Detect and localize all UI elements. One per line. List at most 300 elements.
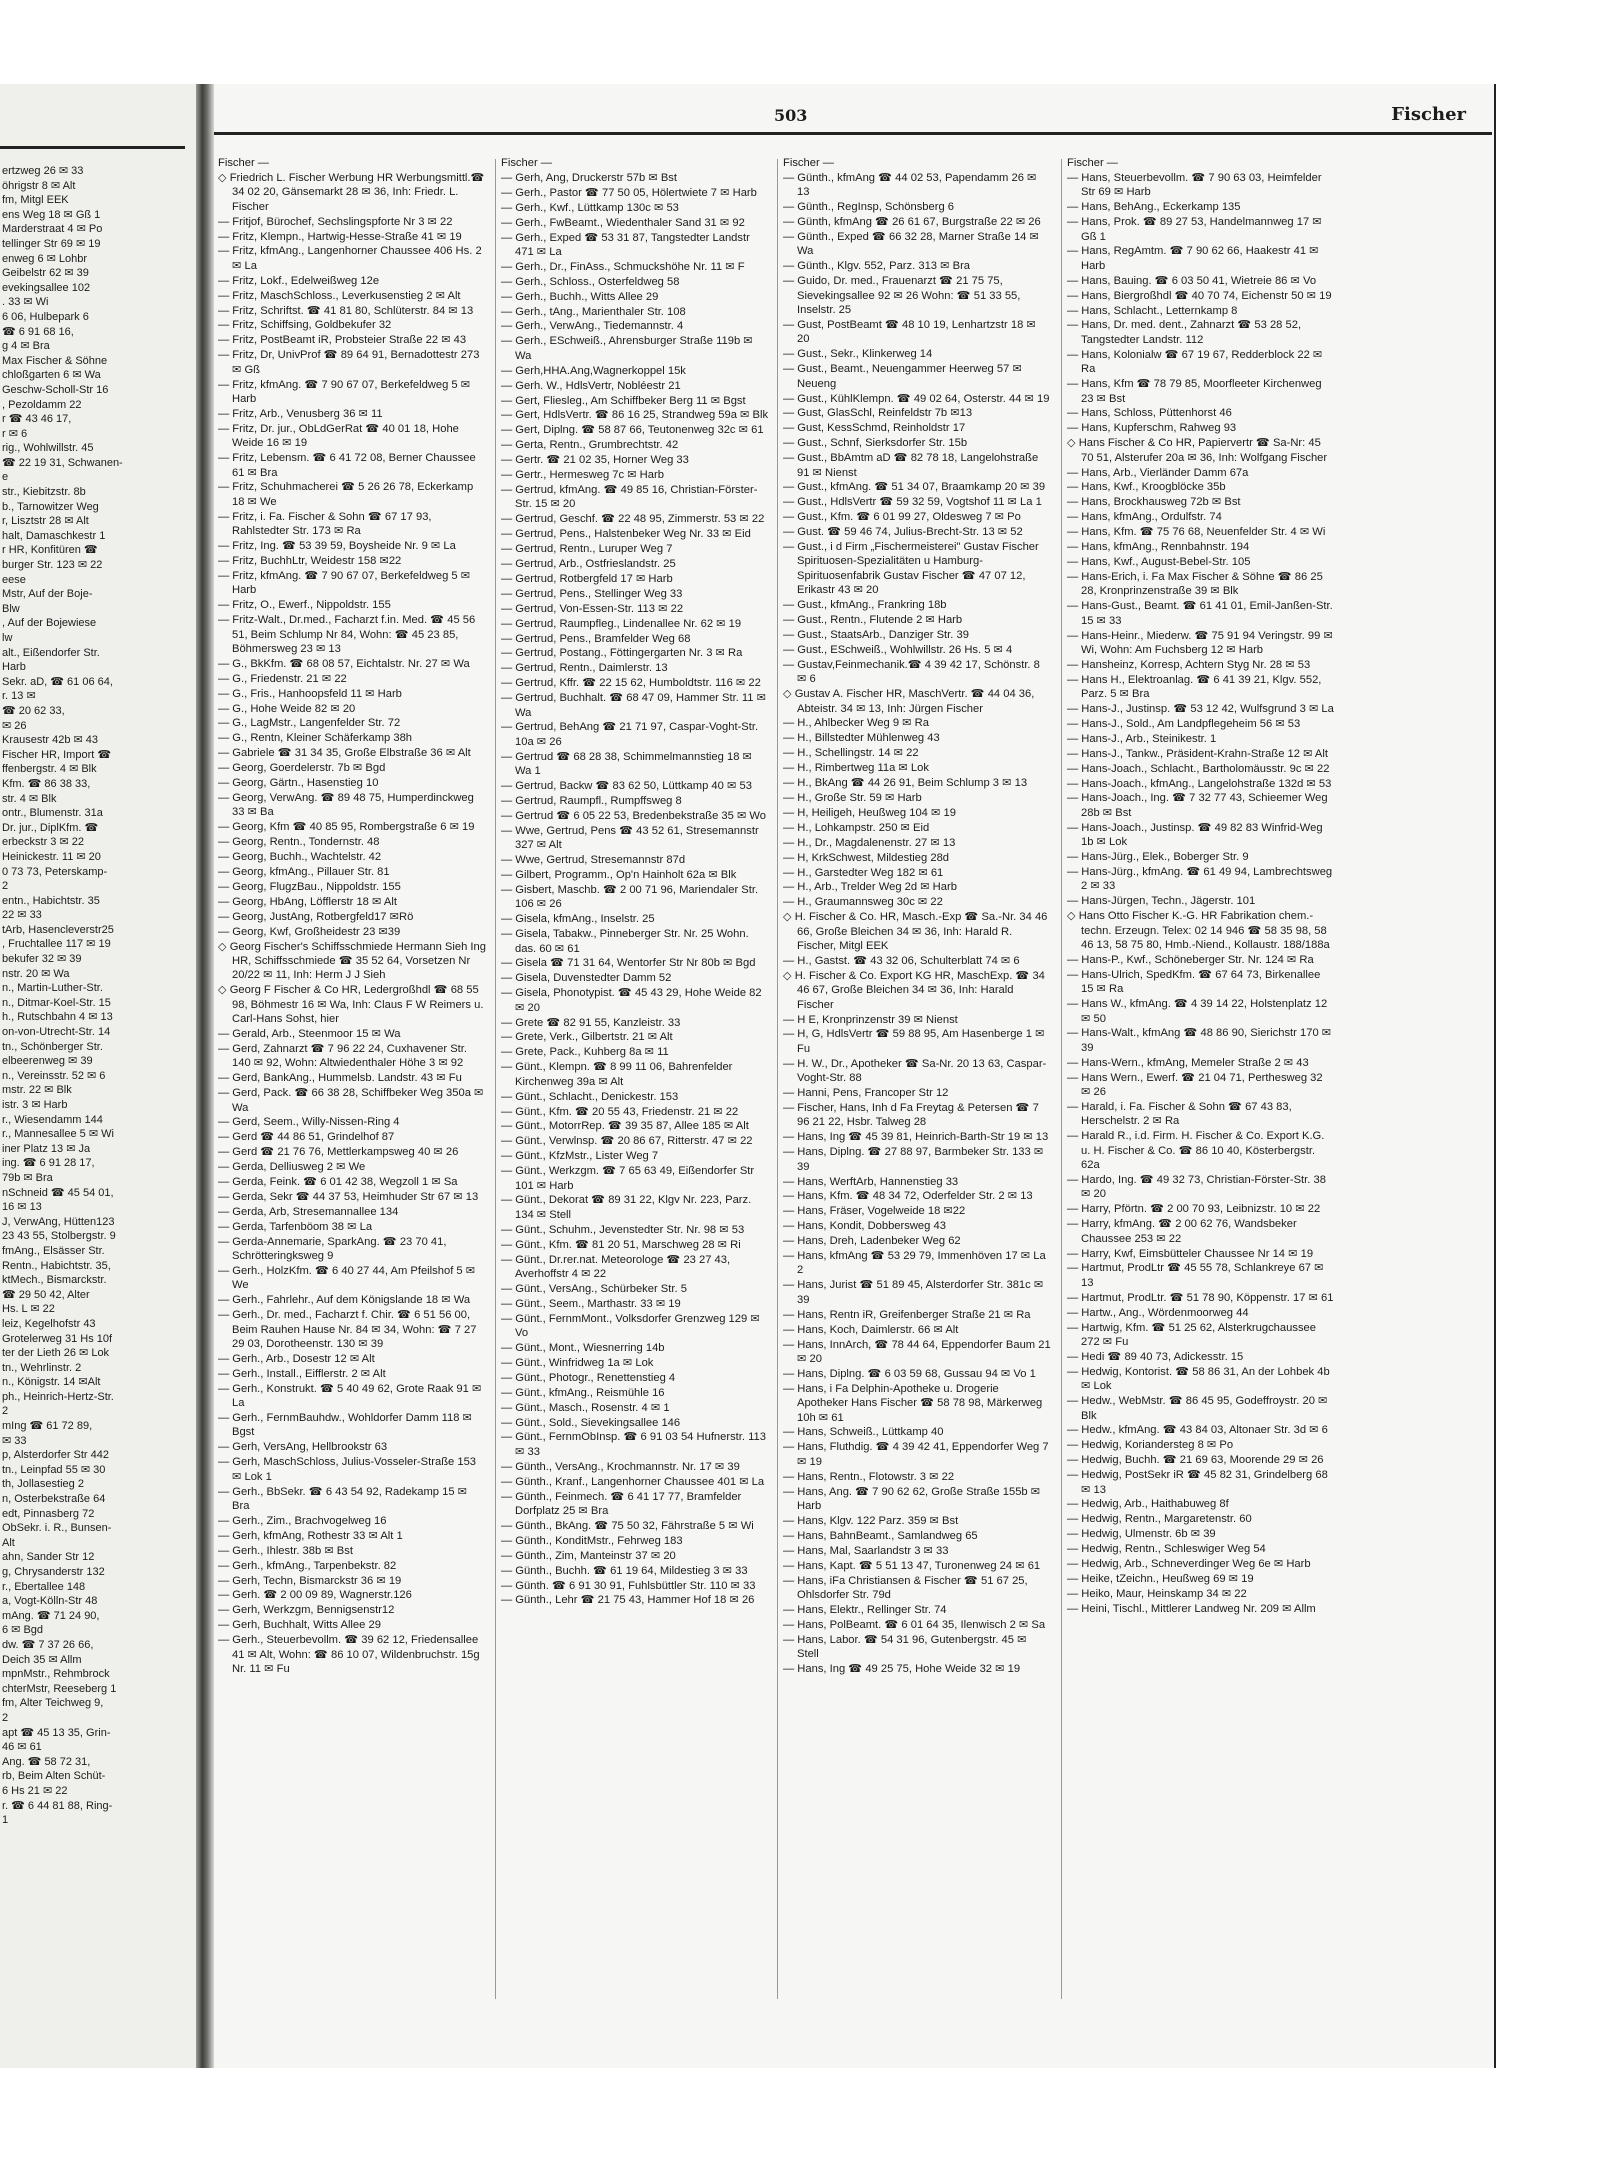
left-fragment-line: fmAng., Elsässer Str.: [2, 1244, 105, 1257]
directory-entry: — Grete ☎ 82 91 55, Kanzleistr. 33: [501, 1016, 681, 1029]
directory-entry: — Harald, i. Fa. Fischer & Sohn ☎ 67 43 83, Herschelstr. 2 ✉ Ra: [1067, 1101, 1292, 1128]
directory-entry: — H, Heiligeh, Heußweg 104 ✉ 19: [783, 806, 956, 819]
left-fragment-line: r HR, Konfitüren ☎: [2, 544, 98, 557]
left-fragment-line: tn., Schönberger Str.: [2, 1040, 103, 1053]
left-fragment-line: Marderstraat 4 ✉ Po: [2, 223, 103, 236]
directory-entry: — Fritz, Schriftst. ☎ 41 81 80, Schlüterstr. 84 ✉ 13: [218, 304, 474, 317]
left-fragment-line: chterMstr, Reeseberg 1: [2, 1682, 117, 1695]
directory-entry: — Günt., Kfm. ☎ 20 55 43, Friedenstr. 21 ✉ 22: [501, 1105, 739, 1118]
directory-entry: — Gust, KessSchmd, Reinholdstr 17: [783, 422, 966, 435]
directory-entry: — Hans, Dr. med. dent., Zahnarzt ☎ 53 28 52, Tangstedter Landstr. 112: [1067, 319, 1302, 346]
column-divider: [495, 159, 496, 1999]
directory-entry: — Wwe, Gertrud, Pens ☎ 43 52 61, Stresemannstr 327 ✉ Alt: [501, 824, 759, 852]
left-fragment-line: Harb: [2, 661, 26, 674]
directory-entry: — Gertrud, BehAng ☎ 21 71 97, Caspar-Voght-Str. 10a ✉ 26: [501, 721, 759, 748]
directory-entry: — Hans, iFa Christiansen & Fischer ☎ 51 67 25, Ohlsdorfer Str. 79d: [783, 1574, 1028, 1601]
book-gutter: [196, 84, 214, 2068]
left-fragment-line: rb, Beim Alten Schüt-: [2, 1770, 106, 1783]
directory-entry: — Hans, Rentn iR, Greifenberger Straße 21 ✉ Ra: [783, 1308, 1031, 1321]
directory-entry: — Hans-Erich, i. Fa Max Fischer & Söhne ☎ 86 25 28, Kronprinzenstraße 39 ✉ Blk: [1067, 570, 1323, 598]
directory-entry: — Gertrud, Backw ☎ 83 62 50, Lüttkamp 40 ✉ 53: [501, 780, 752, 793]
directory-entry: — Gilbert, Programm., Op'n Hainholt 62a ✉ Blk: [501, 869, 737, 881]
directory-entry: — Grete, Pack., Kuhberg 8a ✉ 11: [501, 1046, 669, 1059]
directory-entry: — Hans-J., Tankw., Präsident-Krahn-Straße 12 ✉ Alt: [1067, 747, 1328, 760]
directory-entry: — Gertrud, Buchhalt. ☎ 68 47 09, Hammer Str. 11 ✉ Wa: [501, 692, 766, 719]
directory-entry: — Harry, Pförtn. ☎ 2 00 70 93, Leibnizstr. 10 ✉ 22: [1067, 1203, 1321, 1216]
left-fragment-line: ☎ 6 91 68 16,: [2, 325, 74, 338]
directory-entry: — Günt., Masch., Rosenstr. 4 ✉ 1: [501, 1401, 670, 1414]
directory-entry: — H., Große Str. 59 ✉ Harb: [783, 791, 922, 804]
directory-entry: — Gerh., ESchweiß., Ahrensburger Straße 119b ✉ Wa: [501, 335, 753, 362]
left-fragment-line: dw. ☎ 7 37 26 66,: [2, 1638, 94, 1651]
directory-entry: — Fritz, kfmAng. ☎ 7 90 67 07, Berkefeldweg 5 ✉ Harb: [218, 569, 471, 597]
directory-entry: — Gust., ESchweiß., Wohlwillstr. 26 Hs. 5 ✉ 4: [783, 643, 1013, 656]
directory-entry: — Gerda-Annemarie, SparkAng. ☎ 23 70 41, Schrötteringksweg 9: [218, 1235, 447, 1263]
directory-entry: — Gertrud ☎ 6 05 22 53, Bredenbekstraße 35 ✉ Wo: [501, 809, 767, 822]
directory-entry: — Gertrud, Geschf. ☎ 22 48 95, Zimmerstr. 53 ✉ 22: [501, 513, 765, 526]
directory-entry: — Hans, Koch, Daimlerstr. 66 ✉ Alt: [783, 1323, 959, 1336]
directory-entry: — Hans, Kupferschm, Rahweg 93: [1067, 422, 1237, 435]
directory-entry: — Georg, Goerdelerstr. 7b ✉ Bgd: [218, 762, 386, 775]
directory-entry: ◇ Gustav A. Fischer HR, MaschVertr. ☎ 44 04 36, Abteistr. 34 ✉ 13, Inh: Jürgen Fischer: [783, 688, 1035, 715]
directory-entry: — Fischer, Hans, Inh d Fa Freytag & Petersen ☎ 7 96 21 22, Hsbr. Talweg 28: [783, 1102, 1039, 1129]
left-fragment-line: J, VerwAng, Hütten123: [2, 1215, 115, 1228]
directory-entry: — Gertrud, Rotbergfeld 17 ✉ Harb: [501, 572, 673, 585]
left-page-text: [2, 164, 194, 1828]
column-head: Fischer —: [1067, 157, 1118, 169]
left-fragment-line: r ☎ 43 46 17,: [2, 413, 72, 426]
directory-entry: — G., BkKfm. ☎ 68 08 57, Eichtalstr. Nr. 27 ✉ Wa: [218, 657, 470, 670]
directory-entry: — Hans, Schlacht., Letternkamp 8: [1067, 304, 1238, 317]
directory-entry: — Hans W., kfmAng. ☎ 4 39 14 22, Holstenplatz 12 ✉ 50: [1067, 998, 1328, 1025]
directory-entry: — Gertrud, Von-Essen-Str. 113 ✉ 22: [501, 602, 684, 615]
left-fragment-line: , Auf der Bojewiese: [2, 617, 97, 630]
directory-entry: — Günt., FernmObInsp. ☎ 6 91 03 54 Hufnerstr. 113 ✉ 33: [501, 1431, 766, 1458]
directory-entry: — Hans H., Elektroanlag. ☎ 6 41 39 21, Klgv. 552, Parz. 5 ✉ Bra: [1067, 673, 1322, 701]
directory-entry: — Gertrud, kfmAng. ☎ 49 85 16, Christian-Förster-Str. 15 ✉ 20: [501, 483, 758, 511]
directory-entry: — Günt., Kfm. ☎ 81 20 51, Marschweg 28 ✉ Ri: [501, 1238, 741, 1251]
directory-entry: — Hedi ☎ 89 40 73, Adickesstr. 15: [1067, 1350, 1244, 1363]
directory-entry: — Hans-J., Arb., Steinikestr. 1: [1067, 732, 1217, 745]
left-page-fragment: [0, 84, 196, 2068]
directory-entry: — Gerh., Kwf., Lüttkamp 130c ✉ 53: [501, 201, 679, 214]
left-fragment-line: Hs. L ✉ 22: [2, 1303, 55, 1316]
directory-entry: — Georg, Gärtn., Hasenstieg 10: [218, 777, 379, 790]
directory-column-4: [1067, 156, 1335, 2006]
left-fragment-line: Blw: [2, 602, 20, 615]
directory-entry: — Gerh., Install., Eifflerstr. 2 ✉ Alt: [218, 1367, 386, 1380]
directory-entry: — Fritz, BuchhLtr, Weidestr 158 ✉22: [218, 554, 402, 567]
directory-entry: — Gust., Sekr., Klinkerweg 14: [783, 348, 933, 361]
directory-entry: — H., Schellingstr. 14 ✉ 22: [783, 747, 919, 760]
directory-entry: — Günth., Exped ☎ 66 32 28, Marner Straße 14 ✉ Wa: [783, 231, 1039, 258]
directory-entry: — Hans, Mal, Saarlandstr 3 ✉ 33: [783, 1544, 949, 1557]
directory-entry: — Gerd, BankAng., Hummelsb. Landstr. 43 ✉ Fu: [218, 1072, 462, 1085]
directory-entry: — Gerd, Seem., Willy-Nissen-Ring 4: [218, 1116, 400, 1129]
left-fragment-line: chloßgarten 6 ✉ Wa: [2, 369, 101, 382]
column-head: Fischer —: [501, 157, 552, 169]
directory-entry: — Hans-Joach., Justinsp. ☎ 49 82 83 Winfrid-Weg 1b ✉ Lok: [1067, 821, 1323, 849]
directory-entry: — Hans, Labor. ☎ 54 31 96, Gutenbergstr. 45 ✉ Stell: [783, 1633, 1027, 1661]
directory-entry: — H., Ahlbecker Weg 9 ✉ Ra: [783, 717, 929, 730]
directory-entry: — Gerh,HHA.Ang,Wagnerkoppel 15k: [501, 364, 686, 377]
directory-entry: — Georg, Kfm ☎ 40 85 95, Rombergstraße 6 ✉ 19: [218, 821, 475, 834]
directory-entry: — Georg, FlugzBau., Nippoldstr. 155: [218, 880, 401, 893]
directory-entry: — Gerh, VersAng, Hellbrookstr 63: [218, 1441, 388, 1454]
directory-entry: — Hans Wern., Ewerf. ☎ 21 04 71, Perthesweg 32 ✉ 26: [1067, 1071, 1323, 1099]
left-page-header-rule: [0, 146, 185, 149]
directory-entry: — Hans, Biergroßhdl ☎ 40 70 74, Eichenstr 50 ✉ 19: [1067, 289, 1332, 302]
directory-entry: — Günt., Dr.rer.nat. Meteorologe ☎ 23 27 43, Averhoffstr 4 ✉ 22: [501, 1253, 731, 1280]
left-fragment-line: r. 13 ✉: [2, 690, 36, 703]
directory-entry: — Fritjof, Bürochef, Sechslingspforte Nr 3 ✉ 22: [218, 215, 453, 228]
directory-entry: — Hans, Kwf., August-Bebel-Str. 105: [1067, 555, 1251, 568]
left-fragment-line: eese: [2, 573, 26, 586]
left-fragment-line: leiz, Kegelhofstr 43: [2, 1317, 96, 1330]
directory-entry: — Gertrud ☎ 68 28 38, Schimmelmannstieg 18 ✉ Wa 1: [501, 750, 752, 778]
directory-entry: — Gertrud, Arb., Ostfrieslandstr. 25: [501, 557, 676, 570]
directory-entry: — Fritz, kfmAng., Langenhorner Chaussee 406 Hs. 2 ✉ La: [218, 245, 482, 272]
directory-entry: — Gerd ☎ 44 86 51, Grindelhof 87: [218, 1131, 395, 1144]
directory-entry: — Hans, Fluthdig. ☎ 4 39 42 41, Eppendorfer Weg 7 ✉ 19: [783, 1441, 1049, 1468]
left-fragment-line: öhrigstr 8 ✉ Alt: [2, 179, 76, 192]
directory-entry: — Fritz, Ing. ☎ 53 39 59, Boysheide Nr. 9 ✉ La: [218, 540, 456, 553]
left-fragment-line: th, Jollasestieg 2: [2, 1478, 84, 1491]
left-fragment-line: ffenbergstr. 4 ✉ Blk: [2, 763, 97, 776]
directory-entry: — Hans-Gust., Beamt. ☎ 61 41 01, Emil-Janßen-Str. 15 ✉ 33: [1067, 600, 1333, 627]
directory-entry: — Hedwig, Rentn., Margaretenstr. 60: [1067, 1513, 1252, 1526]
directory-entry: — Günth., RegInsp, Schönsberg 6: [783, 201, 955, 214]
directory-entry: — Gerh., Buchh., Witts Allee 29: [501, 290, 659, 303]
left-fragment-line: erbeckstr 3 ✉ 22: [2, 836, 84, 849]
directory-entry: — G., Fris., Hanhoopsfeld 11 ✉ Harb: [218, 687, 402, 700]
directory-entry: — Hedwig, Ulmenstr. 6b ✉ 39: [1067, 1528, 1216, 1541]
directory-entry: — Gerda, Tarfenböom 38 ✉ La: [218, 1220, 373, 1233]
directory-entry: — Hans, Kolonialw ☎ 67 19 67, Redderblock 22 ✉ Ra: [1067, 348, 1323, 376]
directory-entry: — Gisela, Duvenstedter Damm 52: [501, 972, 672, 985]
directory-entry: — Hedwig, Kontorist. ☎ 58 86 31, An der Lohbek 4b ✉ Lok: [1067, 1365, 1330, 1393]
directory-entry: — Georg, JustAng, Rotbergfeld17 ✉Rö: [218, 910, 414, 923]
left-fragment-line: iner Platz 13 ✉ Ja: [2, 1142, 91, 1155]
left-fragment-line: r. ☎ 6 44 81 88, Ring-: [2, 1799, 113, 1812]
left-fragment-line: apt ☎ 45 13 35, Grin-: [2, 1726, 111, 1739]
left-fragment-line: ☎ 22 19 31, Schwanen-: [2, 456, 123, 469]
directory-entry: — Gisela, Tabakw., Pinneberger Str. Nr. 25 Wohn. das. 60 ✉ 61: [501, 928, 749, 955]
directory-entry: — Hans, kfmAng ☎ 53 29 79, Immenhöven 17 ✉ La 2: [783, 1250, 1046, 1277]
left-fragment-line: g, Chrysanderstr 132: [2, 1566, 105, 1578]
directory-entry: — Hans-Ulrich, SpedKfm. ☎ 67 64 73, Birkenallee 15 ✉ Ra: [1067, 968, 1321, 996]
left-fragment-line: ontr., Blumenstr. 31a: [2, 807, 103, 820]
directory-entry: — H., Garstedter Weg 182 ✉ 61: [783, 866, 944, 879]
directory-entry: — Gerh., VerwAng., Tiedemannstr. 4: [501, 320, 684, 333]
directory-entry: — Günth., BkAng. ☎ 75 50 32, Fährstraße 5 ✉ Wi: [501, 1519, 754, 1532]
directory-entry: — Gerh., Konstrukt. ☎ 5 40 49 62, Grote Raak 91 ✉ La: [218, 1382, 482, 1410]
left-fragment-line: Krausestr 42b ✉ 43: [2, 734, 99, 747]
left-fragment-line: 6 ✉ Bgd: [2, 1624, 44, 1637]
directory-entry: — Gust, PostBeamt ☎ 48 10 19, Lenhartzstr 18 ✉ 20: [783, 318, 1036, 346]
directory-entry: — H., Billstedter Mühlenweg 43: [783, 732, 940, 745]
directory-entry: — Gertrud, Pens., Stellinger Weg 33: [501, 587, 683, 600]
left-fragment-line: rig., Wohlwillstr. 45: [2, 442, 94, 455]
left-fragment-line: 6 06, Hulbepark 6: [2, 310, 89, 323]
directory-entry: — H., Gastst. ☎ 43 32 06, Schulterblatt 74 ✉ 6: [783, 954, 1020, 967]
directory-entry: — Hans, Ang. ☎ 7 90 62 62, Große Straße 155b ✉ Harb: [783, 1485, 1041, 1512]
directory-entry: — H., Dr., Magdalenenstr. 27 ✉ 13: [783, 836, 956, 849]
directory-entry: — Gertrud, Pens., Halstenbeker Weg Nr. 33 ✉ Eid: [501, 528, 751, 541]
directory-entry: — Fritz, Lebensm. ☎ 6 41 72 08, Berner Chaussee 61 ✉ Bra: [218, 452, 476, 479]
directory-column-1: [218, 156, 486, 2006]
directory-entry: — Gertr., Hermesweg 7c ✉ Harb: [501, 469, 664, 482]
left-fragment-line: 2: [2, 1405, 9, 1418]
directory-entry: — Hans, Dreh, Ladenbeker Weg 62: [783, 1235, 961, 1248]
directory-entry: — Gerh. ☎ 2 00 09 89, Wagnerstr.126: [218, 1589, 412, 1602]
left-fragment-line: ahn, Sander Str 12: [2, 1551, 95, 1564]
left-fragment-line: r., Wiesendamm 144: [2, 1113, 103, 1126]
directory-entry: — Gerh., FwBeamt., Wiedenthaler Sand 31 ✉ 92: [501, 216, 745, 229]
directory-entry: — Harry, kfmAng. ☎ 2 00 62 76, Wandsbeker Chaussee 253 ✉ 22: [1067, 1218, 1297, 1245]
left-fragment-line: mAng. ☎ 71 24 90,: [2, 1609, 100, 1622]
directory-entry: — Gertrud, Rentn., Luruper Weg 7: [501, 543, 673, 556]
left-fragment-line: ☎ 20 62 33,: [2, 704, 65, 717]
directory-entry: — Gerd, Pack. ☎ 66 38 28, Schiffbeker Weg 350a ✉ Wa: [218, 1087, 484, 1114]
left-fragment-line: e: [2, 471, 9, 484]
directory-entry: — Günth., Kranf., Langenhorner Chaussee 401 ✉ La: [501, 1475, 765, 1488]
directory-entry: — Gertrud, Postang., Föttingergarten Nr. 3 ✉ Ra: [501, 647, 743, 660]
column-divider: [777, 159, 778, 1999]
directory-entry: ◇ Georg F Fischer & Co HR, Ledergroßhdl ☎ 68 55 98, Böhmestr 16 ✉ Wa, Inh: Claus F W Reimers u. Carl-Hans Sohst, hier: [218, 984, 484, 1026]
directory-entry: — Hans, Kapt. ☎ 5 51 13 47, Turonenweg 24 ✉ 61: [783, 1559, 1041, 1572]
directory-entry: — Gerh., Zim., Brachvogelweg 16: [218, 1514, 387, 1527]
directory-entry: — Hans, BahnBeamt., Samlandweg 65: [783, 1529, 978, 1542]
directory-entry: — Gerh, Ang, Druckerstr 57b ✉ Bst: [501, 171, 678, 184]
left-fragment-line: 2: [2, 880, 9, 893]
directory-entry: — Gisbert, Maschb. ☎ 2 00 71 96, Mariendaler Str. 106 ✉ 26: [501, 883, 759, 911]
directory-entry: — Fritz, Lokf., Edelweißweg 12e: [218, 274, 380, 287]
directory-column-2: [501, 156, 769, 2006]
directory-entry: — Hedwig, Arb., Schneverdinger Weg 6e ✉ Harb: [1067, 1558, 1311, 1571]
directory-entry: — Harry, Kwf, Eimsbütteler Chaussee Nr 14 ✉ 19: [1067, 1247, 1314, 1260]
column-head: Fischer —: [783, 157, 834, 169]
directory-entry: — Fritz, Arb., Venusberg 36 ✉ 11: [218, 407, 383, 420]
directory-entry: — Fritz, O., Ewerf., Nippoldstr. 155: [218, 599, 391, 612]
left-fragment-line: 6 Hs 21 ✉ 22: [2, 1784, 68, 1797]
directory-entry: — Günt., Klempn. ☎ 8 99 11 06, Bahrenfelder Kirchenweg 39a ✉ Alt: [501, 1061, 733, 1088]
left-fragment-line: tn., Wehrlinstr. 2: [2, 1361, 82, 1374]
directory-entry: — Fritz, Klempn., Hartwig-Hesse-Straße 41 ✉ 19: [218, 230, 462, 243]
directory-entry: — Georg, Kwf, Großheidestr 23 ✉39: [218, 925, 401, 938]
directory-entry: — Gerh., Exped ☎ 53 31 87, Tangstedter Landstr 471 ✉ La: [501, 231, 750, 258]
directory-entry: — Hans, Kwf., Kroogblöcke 35b: [1067, 481, 1226, 494]
directory-entry: — Günt., VersAng., Schürbeker Str. 5: [501, 1282, 687, 1295]
directory-entry: — H., Rimbertweg 11a ✉ Lok: [783, 762, 929, 775]
left-fragment-line: fm, Alter Teichweg 9,: [2, 1697, 104, 1710]
directory-entry: — Hans, Kfm. ☎ 75 76 68, Neuenfelder Str. 4 ✉ Wi: [1067, 526, 1326, 539]
left-fragment-line: 46 ✉ 61: [2, 1741, 42, 1754]
directory-entry: — Hans-J., Sold., Am Landpflegeheim 56 ✉ 53: [1067, 717, 1301, 730]
directory-entry: — Gerald, Arb., Steenmoor 15 ✉ Wa: [218, 1027, 401, 1040]
left-fragment-line: g 4 ✉ Bra: [2, 340, 50, 353]
directory-entry: — Hans-Joach., Schlacht., Bartholomäusstr. 9c ✉ 22: [1067, 762, 1330, 775]
directory-entry: — Hans-P., Kwf., Schöneberger Str. Nr. 124 ✉ Ra: [1067, 953, 1314, 966]
directory-entry: — Gerh., Arb., Dosestr 12 ✉ Alt: [218, 1352, 375, 1365]
directory-entry: — Gertrud, Pens., Bramfelder Weg 68: [501, 632, 691, 645]
directory-entry: — Gerh., HolzKfm. ☎ 6 40 27 44, Am Pfeilshof 5 ✉ We: [218, 1264, 476, 1292]
directory-entry: — H. W., Dr., Apotheker ☎ Sa-Nr. 20 13 63, Caspar-Voght-Str. 88: [783, 1057, 1047, 1085]
left-fragment-line: 22 ✉ 33: [2, 909, 42, 922]
directory-entry: — Günt., Winfridweg 1a ✉ Lok: [501, 1356, 654, 1369]
left-fragment-line: Dr. jur., DiplKfm. ☎: [2, 821, 99, 834]
left-fragment-line: r., Mannesallee 5 ✉ Wi: [2, 1128, 114, 1141]
left-fragment-line: ✉ 26: [2, 719, 27, 732]
left-fragment-line: r ✉ 6: [2, 427, 28, 440]
directory-entry: ◇ Hans Otto Fischer K.-G. HR Fabrikation chem.-techn. Erzeugn. Telex: 02 14 946 ☎ 58 35 98, 58 46 13, 58 75 80, Hmb.-Niend., Kollaustr. 188/188a: [1067, 910, 1330, 952]
directory-entry: — Hedwig, Arb., Haithabuweg 8f: [1067, 1498, 1229, 1511]
directory-entry: — Gerh., Schloss., Osterfeldweg 58: [501, 275, 680, 288]
left-fragment-line: 2: [2, 1711, 9, 1724]
left-fragment-line: str., Kiebitzstr. 8b: [2, 486, 86, 499]
directory-entry: — Hans, BehAng., Eckerkamp 135: [1067, 201, 1241, 214]
directory-entry: — Gerh., Steuerbevollm. ☎ 39 62 12, Friedensallee 41 ✉ Alt, Wohn: ☎ 86 10 07, Wildenbruchstr. 15g Nr. 11 ✉ Fu: [218, 1634, 480, 1675]
directory-entry: — Georg, Rentn., Tondernstr. 48: [218, 836, 380, 849]
directory-entry: — Günth. ☎ 6 91 30 91, Fuhlsbüttler Str. 110 ✉ 33: [501, 1579, 756, 1592]
directory-entry: — Gerh, Buchhalt, Witts Allee 29: [218, 1619, 381, 1632]
directory-entry: — Gust, GlasSchl, Reinfeldstr 7b ✉13: [783, 407, 973, 420]
left-fragment-line: on-von-Utrecht-Str. 14: [2, 1026, 111, 1039]
directory-entry: — Hans, Schloss, Püttenhorst 46: [1067, 407, 1232, 420]
left-fragment-line: tellinger Str 69 ✉ 19: [2, 237, 101, 250]
directory-entry: — Hedw., kfmAng. ☎ 43 84 03, Altonaer Str. 3d ✉ 6: [1067, 1424, 1328, 1437]
left-fragment-line: Sekr. aD, ☎ 61 06 64,: [2, 675, 113, 688]
directory-entry: — Hans-Walt., kfmAng ☎ 48 86 90, Sierichstr 170 ✉ 39: [1067, 1027, 1332, 1054]
directory-entry: — Günt., kfmAng., Reismühle 16: [501, 1386, 665, 1399]
directory-entry: — Gerd, Zahnarzt ☎ 7 96 22 24, Cuxhavener Str. 140 ✉ 92, Wohn: Altwiedenthaler Höhe 3 ✉ 92: [218, 1042, 467, 1070]
left-fragment-line: Grotelerweg 31 Hs 10f: [2, 1332, 113, 1345]
left-fragment-line: r, Lisztstr 28 ✉ Alt: [2, 515, 89, 528]
directory-entry: — Hans-J., Justinsp. ☎ 53 12 42, Wulfsgrund 3 ✉ La: [1067, 703, 1334, 716]
left-fragment-line: alt., Eißendorfer Str.: [2, 646, 100, 659]
directory-entry: — Gerh, kfmAng, Rothestr 33 ✉ Alt 1: [218, 1529, 403, 1542]
directory-entry: — Günt., Mont., Wiesnerring 14b: [501, 1342, 665, 1354]
left-fragment-line: n., Martin-Luther-Str.: [2, 982, 103, 995]
directory-entry: — Gerda, Feink. ☎ 6 01 42 38, Wegzoll 1 ✉ Sa: [218, 1176, 458, 1189]
directory-entry: — Hans, Prok. ☎ 89 27 53, Handelmannweg 17 ✉ Gß 1: [1067, 216, 1322, 243]
directory-entry: — Hartw., Ang., Wördenmoorweg 44: [1067, 1306, 1249, 1319]
directory-entry: — Fritz, i. Fa. Fischer & Sohn ☎ 67 17 93, Rahlstedter Str. 173 ✉ Ra: [218, 510, 432, 538]
directory-entry: — Hedwig, PostSekr iR ☎ 45 82 31, Grindelberg 68 ✉ 13: [1067, 1469, 1328, 1496]
directory-entry: — Gust., HdlsVertr ☎ 59 32 59, Vogtshof 11 ✉ La 1: [783, 496, 1042, 509]
directory-entry: — H., Arb., Trelder Weg 2d ✉ Harb: [783, 881, 957, 894]
left-fragment-line: Geschw-Scholl-Str 16: [2, 383, 109, 396]
left-fragment-line: . 33 ✉ Wi: [2, 296, 49, 309]
directory-entry: — H, KrkSchwest, Mildestieg 28d: [783, 851, 950, 864]
left-fragment-line: entn., Habichtstr. 35: [2, 894, 100, 907]
left-fragment-line: Heinickestr. 11 ✉ 20: [2, 850, 101, 863]
directory-entry: — Gust., Kfm. ☎ 6 01 99 27, Oldesweg 7 ✉ Po: [783, 511, 1021, 524]
directory-entry: — Gert, HdlsVertr. ☎ 86 16 25, Strandweg 59a ✉ Blk: [501, 409, 769, 422]
directory-entry: — Gabriele ☎ 31 34 35, Große Elbstraße 36 ✉ Alt: [218, 747, 471, 760]
left-fragment-line: ObSekr. i. R., Bunsen-: [2, 1522, 112, 1535]
directory-entry: — Hedwig, Rentn., Schleswiger Weg 54: [1067, 1543, 1266, 1556]
directory-entry: — Fritz, Schiffsing, Goldbekufer 32: [218, 319, 392, 332]
directory-entry: — Hartwig, Kfm. ☎ 51 25 62, Alsterkrugchaussee 272 ✉ Fu: [1067, 1321, 1316, 1348]
left-fragment-line: b., Tarnowitzer Weg: [2, 500, 99, 513]
directory-entry: — Gust., kfmAng. ☎ 51 34 07, Braamkamp 20 ✉ 39: [783, 481, 1046, 494]
directory-entry: — Günt., Seem., Marthastr. 33 ✉ 19: [501, 1297, 681, 1310]
directory-entry: — Gust., BbAmtm aD ☎ 82 78 18, Langelohstraße 91 ✉ Nienst: [783, 452, 1039, 479]
left-fragment-line: Mstr, Auf der Boje-: [2, 588, 93, 601]
left-fragment-line: Geibelstr 62 ✉ 39: [2, 267, 89, 280]
directory-entry: — Günt., Werkzgm. ☎ 7 65 63 49, Eißendorfer Str 101 ✉ Harb: [501, 1165, 755, 1192]
directory-entry: — Heike, tZeichn., Heußweg 69 ✉ 19: [1067, 1573, 1254, 1585]
directory-entry: — Georg, Buchh., Wachtelstr. 42: [218, 851, 382, 864]
directory-entry: — H., BkAng ☎ 44 26 91, Beim Schlump 3 ✉ 13: [783, 777, 1028, 790]
directory-entry: — Gust., KühlKlempn. ☎ 49 02 64, Osterstr. 44 ✉ 19: [783, 392, 1050, 405]
directory-entry: — Gerh, MaschSchloss, Julius-Vosseler-Straße 153 ✉ Lok 1: [218, 1456, 477, 1483]
left-fragment-line: elbeerenweg ✉ 39: [2, 1055, 93, 1068]
directory-entry: — Günt., Sold., Sievekingsallee 146: [501, 1416, 681, 1429]
directory-entry: — Hansheinz, Korresp, Achtern Styg Nr. 28 ✉ 53: [1067, 658, 1311, 671]
left-fragment-line: h., Rutschbahn 4 ✉ 13: [2, 1011, 113, 1024]
directory-entry: — Hans-Wern., kfmAng, Memeler Straße 2 ✉ 43: [1067, 1056, 1309, 1069]
directory-entry: — Günth., Lehr ☎ 21 75 43, Hammer Hof 18 ✉ 26: [501, 1594, 755, 1607]
directory-entry: — Hans, i Fa Delphin-Apotheke u. Drogerie Apotheker Hans Fischer ☎ 58 78 98, Märkerweg 10h ✉ 61: [783, 1382, 1043, 1424]
directory-entry: — Fritz, PostBeamt iR, Probsteier Straße 22 ✉ 43: [218, 334, 467, 347]
directory-entry: — Günth., Feinmech. ☎ 6 41 17 77, Bramfelder Dorfplatz 25 ✉ Bra: [501, 1490, 742, 1517]
left-fragment-line: edt, Pinnasberg 72: [2, 1507, 95, 1520]
left-fragment-line: nstr. 20 ✉ Wa: [2, 967, 70, 980]
directory-entry: ◇ H. Fischer & Co. Export KG HR, MaschExp. ☎ 34 46 67, Große Bleichen 34 ✉ 36, Inh: Harald Fischer: [783, 969, 1045, 1011]
directory-entry: — Fritz-Walt., Dr.med., Facharzt f.in. Med. ☎ 45 56 51, Beim Schlump Nr 84, Wohn: ☎ 45 23 85, Böhmersweg 23 ✉ 13: [218, 614, 476, 655]
directory-column-3: [783, 156, 1051, 2006]
directory-entry: — Gust., Rentn., Flutende 2 ✉ Harb: [783, 614, 963, 627]
directory-entry: — Hans-Joach., kfmAng., Langelohstraße 132d ✉ 53: [1067, 777, 1332, 790]
directory-entry: — Heiko, Maur, Heinskamp 34 ✉ 22: [1067, 1587, 1247, 1600]
header-rule: [214, 132, 1492, 135]
left-fragment-line: mIng ☎ 61 72 89,: [2, 1420, 93, 1433]
directory-entry: — Gertrud, Raumpfl., Rumpffsweg 8: [501, 794, 682, 807]
directory-entry: — Gerda, Arb, Stresemannallee 134: [218, 1205, 399, 1218]
directory-entry: — Gertrud, Raumpfleg., Lindenallee Nr. 62 ✉ 19: [501, 617, 742, 630]
directory-entry: — Fritz, Dr. jur., ObLdGerRat ☎ 40 01 18, Hohe Weide 16 ✉ 19: [218, 422, 459, 450]
directory-entry: — Hartmut, ProdLtr ☎ 45 55 78, Schlankreye 67 ✉ 13: [1067, 1262, 1324, 1289]
left-fragment-line: Ang. ☎ 58 72 31,: [2, 1755, 91, 1768]
left-fragment-line: burger Str. 123 ✉ 22: [2, 559, 103, 572]
directory-entry: — Hedwig, Koriandersteg 8 ✉ Po: [1067, 1439, 1234, 1452]
left-fragment-line: Alt: [2, 1536, 15, 1549]
directory-entry: — Hans, Ing ☎ 49 25 75, Hohe Weide 32 ✉ 19: [783, 1662, 1021, 1675]
directory-entry: — Gerh., Ihlestr. 38b ✉ Bst: [218, 1544, 353, 1557]
left-fragment-line: mstr. 22 ✉ Blk: [2, 1084, 72, 1097]
directory-entry: ◇ Georg Fischer's Schiffsschmiede Hermann Sieh Ing HR, Schiffsschmiede ☎ 35 52 64, Vorsetzen Nr 20/22 ✉ 11, Inh: Herm J J Sieh: [218, 940, 486, 982]
left-fragment-line: n, Osterbekstraße 64: [2, 1493, 106, 1506]
directory-entry: ◇ Friedrich L. Fischer Werbung HR Werbungsmittl.☎ 34 02 20, Gänsemarkt 28 ✉ 36, Inh: Friedr. L. Fischer: [218, 171, 485, 213]
directory-entry: — Gerh, Werkzgm, Bennigsenstr12: [218, 1604, 395, 1617]
directory-entry: — Fritz, MaschSchloss., Leverkusenstieg 2 ✉ Alt: [218, 289, 461, 302]
directory-entry: — Hans, Bauing. ☎ 6 03 50 41, Wietreie 86 ✉ Vo: [1067, 274, 1317, 287]
directory-entry: — Gertrud, Kffr. ☎ 22 15 62, Humboldtstr. 116 ✉ 22: [501, 677, 761, 690]
left-fragment-line: 0 73 73, Peterskamp-: [2, 865, 108, 878]
column-head: Fischer —: [218, 157, 269, 169]
directory-entry: — Günt., Schlacht., Denickestr. 153: [501, 1090, 679, 1103]
directory-entry: — Gertrud, Rentn., Daimlerstr. 13: [501, 662, 668, 675]
left-fragment-line: r., Ebertallee 148: [2, 1580, 86, 1593]
directory-entry: — Hans, Kfm. ☎ 48 34 72, Oderfelder Str. 2 ✉ 13: [783, 1190, 1033, 1203]
left-fragment-line: , Pezoldamm 22: [2, 398, 82, 411]
directory-entry: ◇ Hans Fischer & Co HR, Papiervertr ☎ Sa-Nr: 45 70 51, Alsterufer 20a ✉ 36, Inh: Wolfgang Fischer: [1067, 437, 1328, 464]
left-fragment-line: p, Alsterdorfer Str 442: [2, 1449, 109, 1462]
directory-entry: — Günt., Photogr., Renettenstieg 4: [501, 1371, 676, 1384]
directory-entry: — Georg, kfmAng., Pillauer Str. 81: [218, 866, 390, 878]
